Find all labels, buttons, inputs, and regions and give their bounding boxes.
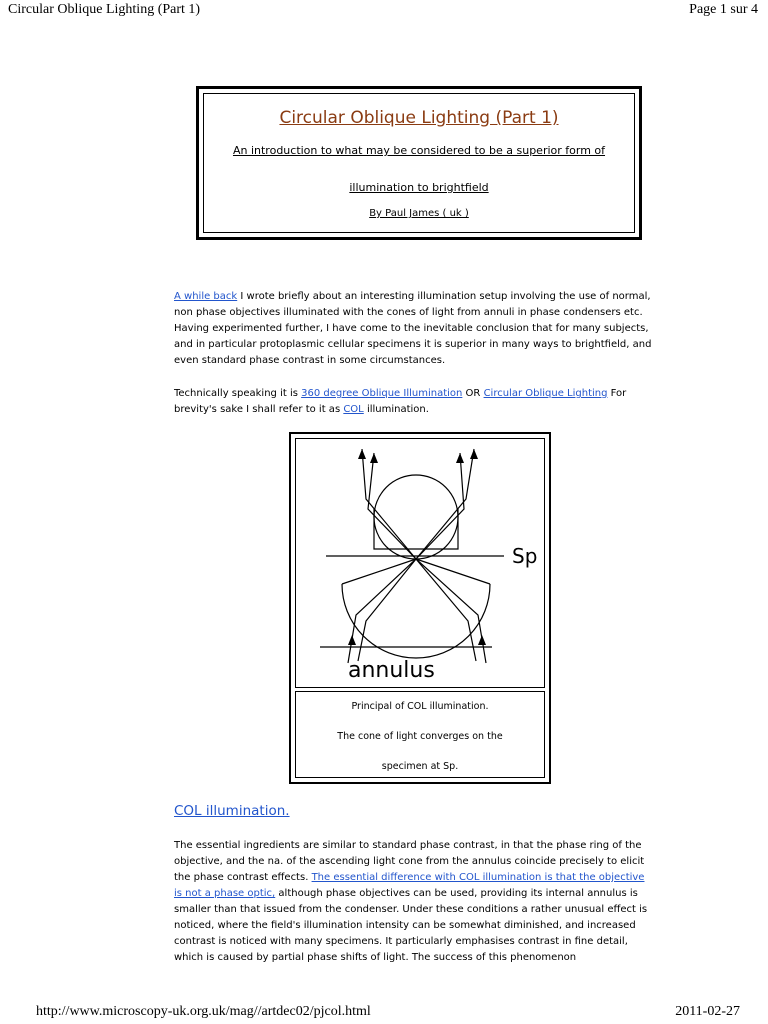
technically-text-2: OR	[462, 388, 484, 399]
figure-caption	[295, 691, 545, 778]
label-sp: Sp	[512, 544, 538, 568]
left-ray-inner	[358, 453, 464, 661]
page-subtitle-line-2: illumination to brightfield	[349, 181, 489, 194]
col-diagram-svg	[296, 439, 544, 687]
section-paragraph	[174, 838, 654, 966]
cone-left	[342, 559, 416, 584]
col-link[interactable]: COL	[343, 404, 364, 415]
print-footer-date: 2011-02-27	[675, 1004, 740, 1019]
section-heading: COL illumination.	[174, 803, 290, 819]
upper-circle	[374, 475, 458, 559]
print-header-page: Page 1 sur 4	[689, 2, 758, 17]
arrow-up-left-inner	[370, 453, 378, 463]
technically-text-3: For brevity's sake I shall refer to it as	[174, 388, 627, 415]
col-diagram	[295, 438, 545, 688]
caption-line-1: Principal of COL illumination.	[351, 701, 489, 712]
page-title: Circular Oblique Lighting (Part 1)	[279, 108, 559, 128]
arrow-up-left	[358, 449, 366, 459]
technically-text-1: Technically speaking it is	[174, 388, 302, 399]
intro-paragraph	[174, 289, 654, 369]
arrow-up-right	[470, 449, 478, 459]
figure-frame	[289, 432, 551, 784]
print-footer	[0, 1002, 768, 1024]
arrow-bottom-left	[348, 635, 356, 645]
print-footer-url: http://www.microscopy-uk.org.uk/mag//artdec02/pjcol.html	[36, 1004, 371, 1019]
caption-line-2: The cone of light converges on the	[337, 731, 503, 742]
oblique-illumination-link[interactable]: 360 degree Oblique Illumination	[301, 388, 463, 399]
right-ray-inner	[368, 453, 476, 661]
intro-text: I wrote briefly about an interesting illumination setup involving the use of normal, non phase objectives illuminated with the cones of light from annuli in phase condensers etc. Having experimented further, I have come to the inevitable conclusion that for many subjects, and in particular protoplasmic cellular specimens it is superior in many ways to brightfield, and even standard phase contrast in some circumstances.	[174, 291, 652, 366]
title-box-inner	[203, 93, 635, 233]
title-box	[196, 86, 642, 240]
a-while-back-link[interactable]: A while back	[174, 291, 238, 302]
print-header-title: Circular Oblique Lighting (Part 1)	[8, 2, 201, 17]
page-subtitle-line-1: An introduction to what may be considered to be a superior form of	[232, 144, 606, 157]
technically-text-4: illumination.	[363, 404, 429, 415]
technically-paragraph	[174, 386, 654, 418]
label-annulus: annulus	[348, 658, 435, 683]
byline: By Paul James ( uk )	[369, 208, 469, 219]
section-text-1: The essential ingredients are similar to standard phase contrast, in that the phase ring of the objective, and the na. of the ascending light cone from the annulus coincide precisely to elicit the phase contrast effects.	[174, 840, 645, 883]
circular-oblique-lighting-link[interactable]: Circular Oblique Lighting	[483, 388, 608, 399]
essential-difference-link[interactable]: The essential difference with COL illumination is that the objective is not a phase optic,	[174, 872, 645, 899]
caption-line-3: specimen at Sp.	[381, 761, 459, 772]
arrow-bottom-right	[478, 635, 486, 645]
arrow-up-right-inner	[456, 453, 464, 463]
section-text-2: although phase objectives can be used, providing its internal annulus is smaller than that issued from the condenser. Under these conditions a rather unusual effect is noticed, where the field's illumination intensity can be somewhat diminished, and increased contrast is noticed with many specimens. It particularly emphasises contrast in fine detail, which is caused by partial phase shifts of light. The success of this phenomenon	[174, 888, 648, 963]
print-header	[0, 0, 768, 22]
